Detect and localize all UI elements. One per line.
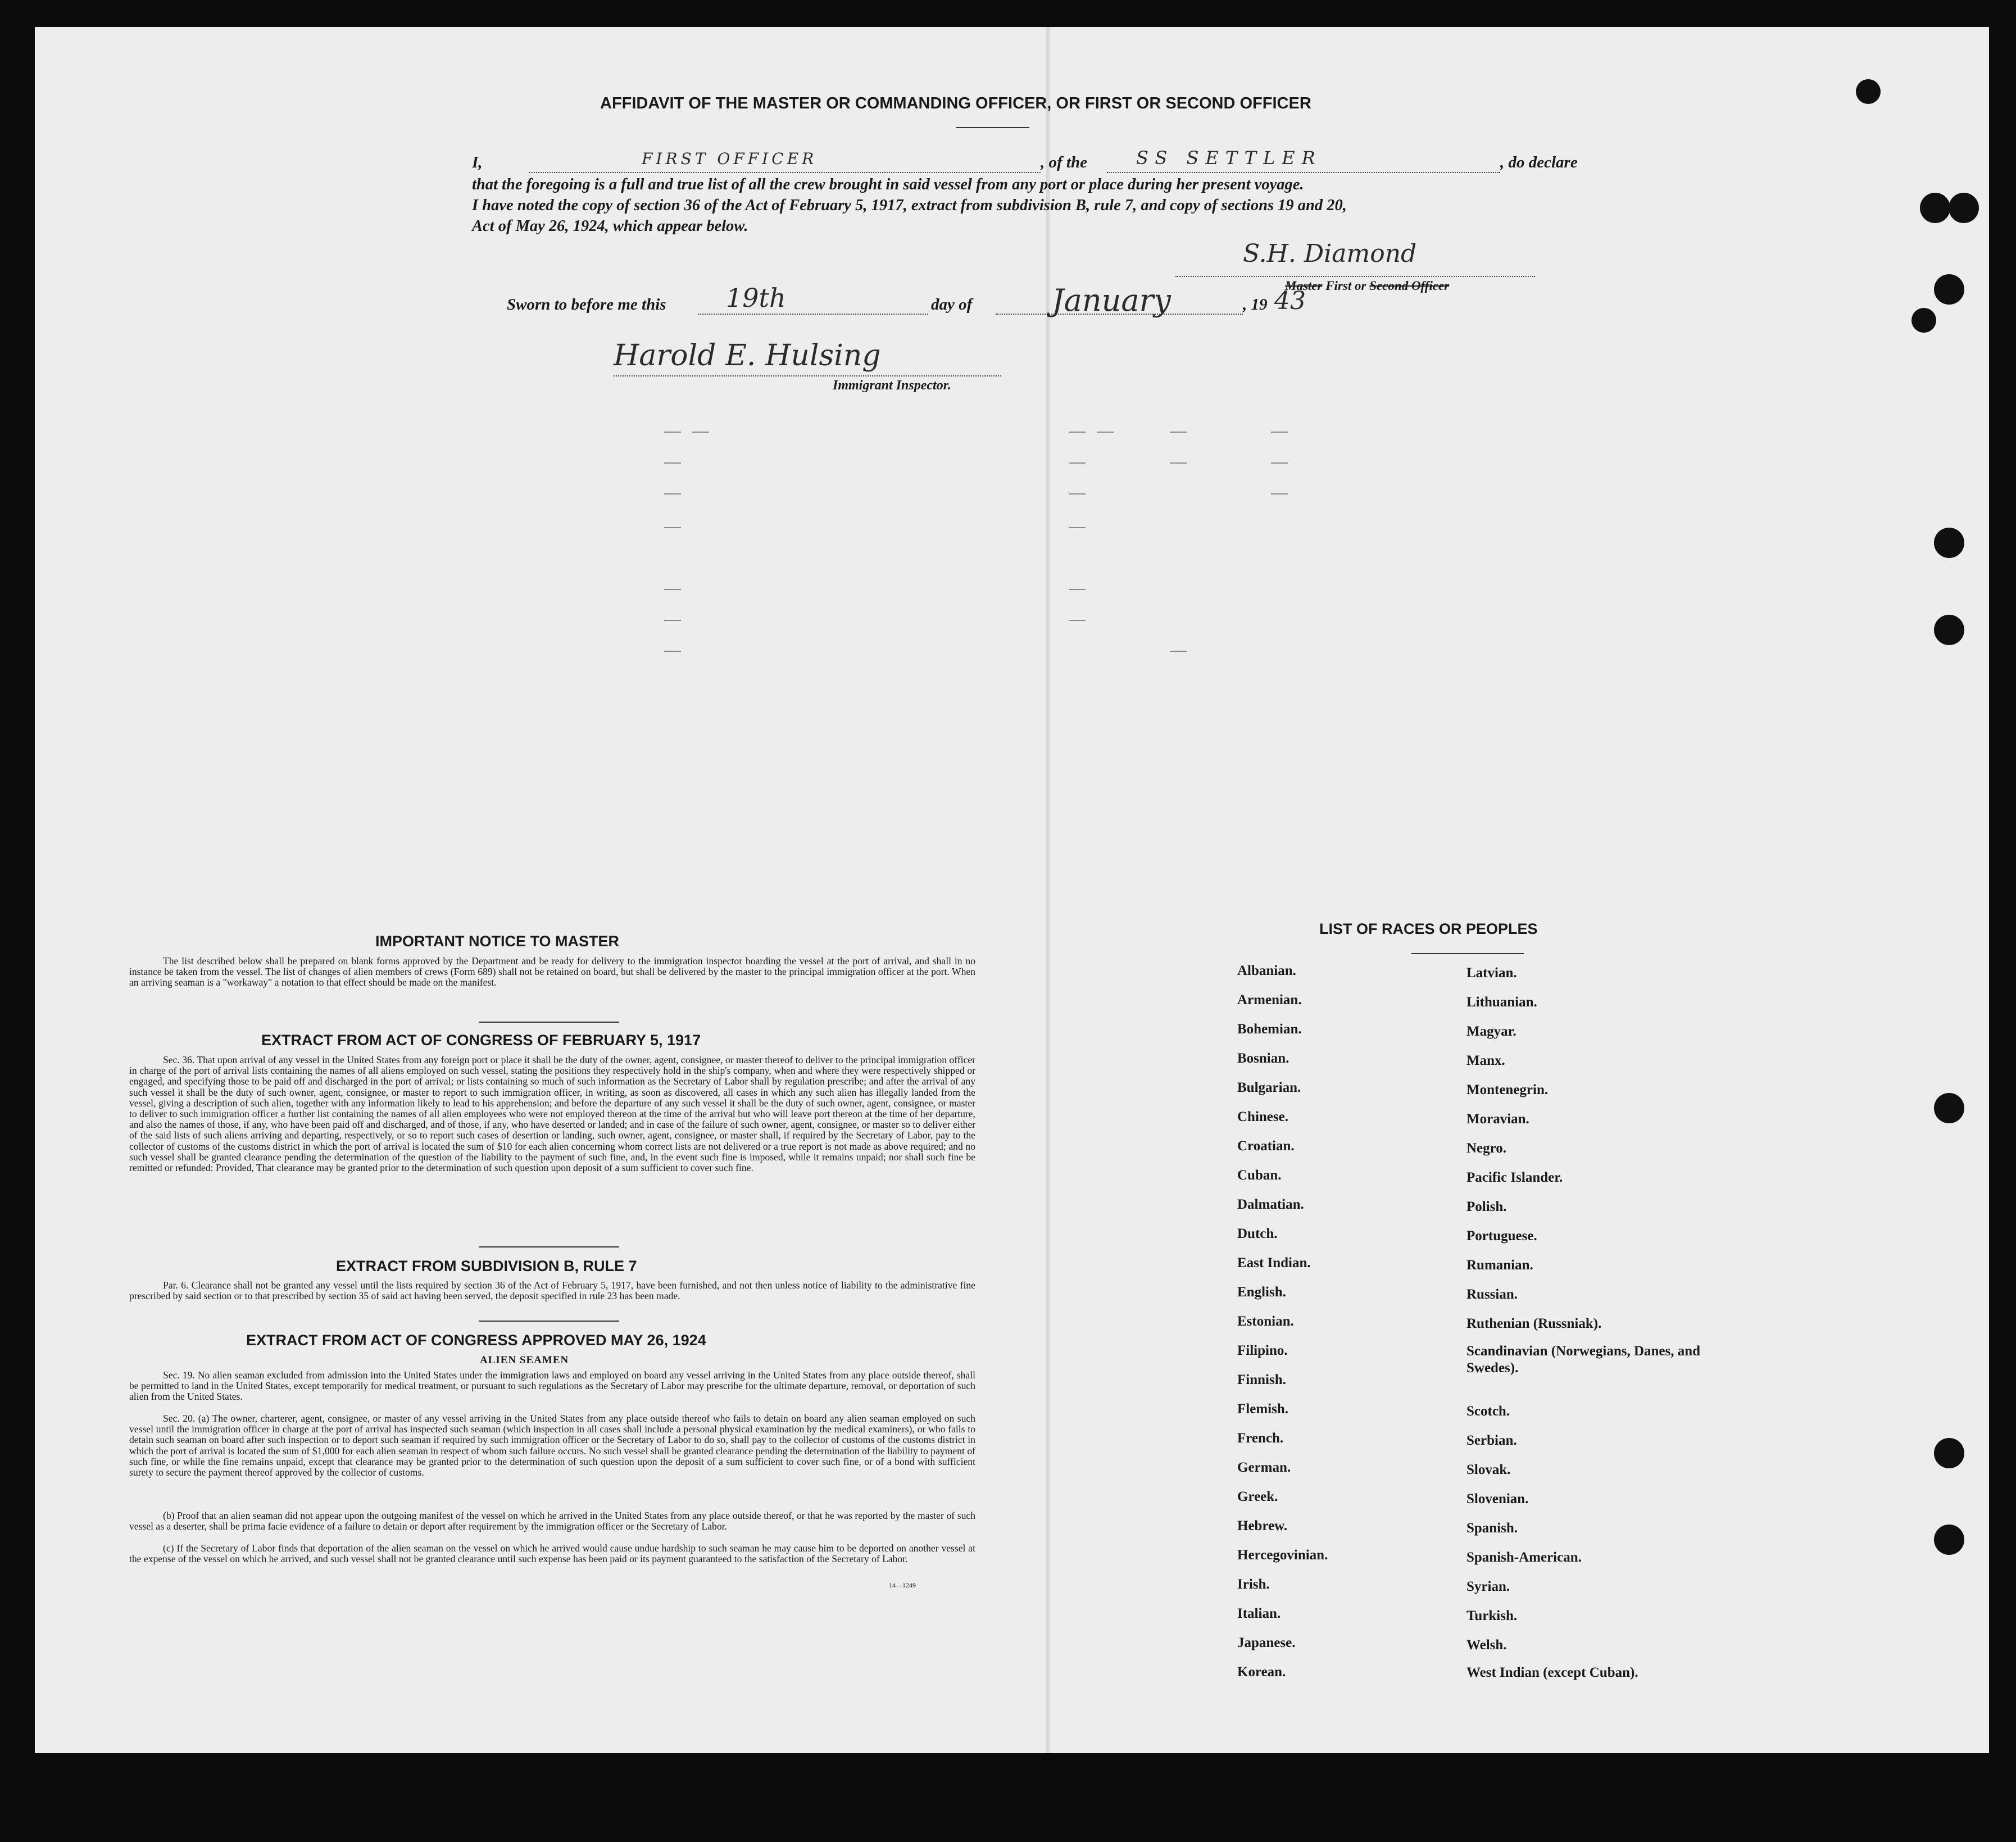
master-signature: S.H. Diamond bbox=[1243, 239, 1417, 268]
bleed-mark bbox=[1069, 462, 1086, 464]
race-item: Greek. bbox=[1237, 1489, 1278, 1504]
bleed-mark bbox=[664, 589, 681, 590]
year-prefix: , 19 bbox=[1243, 296, 1268, 314]
inspector-label: Immigrant Inspector. bbox=[833, 378, 951, 393]
binder-hole bbox=[1920, 193, 1950, 223]
race-item: Slovenian. bbox=[1466, 1491, 1529, 1507]
day-line bbox=[698, 314, 928, 315]
race-item: German. bbox=[1237, 1460, 1291, 1475]
race-item: Syrian. bbox=[1466, 1579, 1510, 1594]
page-fold bbox=[1046, 27, 1050, 1753]
race-item: Turkish. bbox=[1466, 1608, 1518, 1623]
race-item: Scandinavian (Norwegians, Danes, and Swedes). bbox=[1466, 1344, 1701, 1376]
race-item: Moravian. bbox=[1466, 1111, 1529, 1127]
races-left-column bbox=[1237, 956, 1451, 1687]
form-number: 14—1249 bbox=[889, 1581, 916, 1589]
bleed-mark bbox=[1069, 589, 1086, 590]
race-item: Armenian. bbox=[1237, 992, 1302, 1008]
bleed-mark bbox=[1271, 493, 1288, 494]
bleed-mark bbox=[664, 620, 681, 621]
inspector-signature: Harold E. Hulsing bbox=[614, 339, 881, 373]
races-right-column bbox=[1466, 959, 1714, 1718]
rule7-title: EXTRACT FROM SUBDIVISION B, RULE 7 bbox=[336, 1258, 637, 1274]
bleed-mark bbox=[664, 651, 681, 652]
year-handwritten: 43 bbox=[1274, 287, 1306, 315]
race-item: Hebrew. bbox=[1237, 1518, 1288, 1534]
bleed-mark bbox=[1069, 432, 1086, 433]
race-item: Italian. bbox=[1237, 1606, 1281, 1621]
race-item: Russian. bbox=[1466, 1287, 1518, 1302]
bleed-mark bbox=[664, 432, 681, 433]
day-handwritten: 19th bbox=[726, 283, 786, 313]
bleed-mark bbox=[1170, 651, 1187, 652]
binder-hole bbox=[1934, 528, 1964, 558]
race-item: French. bbox=[1237, 1431, 1284, 1446]
race-item: Albanian. bbox=[1237, 963, 1296, 978]
bleed-mark bbox=[664, 493, 681, 494]
race-item: Lithuanian. bbox=[1466, 995, 1537, 1010]
of-the-label: , of the bbox=[1041, 153, 1087, 171]
race-item: Rumanian. bbox=[1466, 1258, 1533, 1273]
race-item: Spanish. bbox=[1466, 1521, 1518, 1536]
notice-body: The list described below shall be prepared on blank forms approved by the Department and be ready for delivery to the immigration inspector boarding the vessel at the port of arrival, and shall in no instance be taken from the vessel. The list of changes of alien members of crews (Form 689) shall not be retained on board, but shall be delivered by the master to the principal immigration officer at the port. When an arriving seaman is a "workaway" a notation to that effect should be made on the manifest. bbox=[129, 955, 975, 988]
first-or-label: First or bbox=[1325, 279, 1366, 293]
binder-hole bbox=[1934, 1438, 1964, 1468]
sec20b-body: (b) Proof that an alien seaman did not appear upon the outgoing manifest of the vessel on which he arrived in the United States from any place outside thereof, or that he was reported by the master of such vessel as a deserter, shall be prima facie evidence of a failure to detain or deport after requirement by the immigration officer or the Secretary of Labor. bbox=[129, 1510, 975, 1532]
bleed-mark bbox=[692, 432, 709, 433]
master-label: Master bbox=[1285, 279, 1323, 293]
race-item: Estonian. bbox=[1237, 1314, 1294, 1329]
race-item: Negro. bbox=[1466, 1141, 1507, 1156]
bleed-mark bbox=[1271, 462, 1288, 464]
rule7-body: Par. 6. Clearance shall not be granted any vessel until the lists required by section 36 of the Act of February 5, 1917, have been furnished, and not then unless notice of liability to the administrative fine prescribed by said section or to that prescribed by section 35 of said act having been served, the deposit specified in rule 23 has been made. bbox=[129, 1280, 975, 1302]
bleed-mark bbox=[1069, 527, 1086, 528]
do-declare-label: , do declare bbox=[1500, 153, 1578, 171]
bleed-mark bbox=[1170, 432, 1187, 433]
extract-1917-title: EXTRACT FROM ACT OF CONGRESS OF FEBRUARY 5, 1917 bbox=[261, 1032, 701, 1049]
race-item: Bohemian. bbox=[1237, 1022, 1302, 1037]
second-officer-label: Second Officer bbox=[1369, 279, 1450, 293]
race-item: Manx. bbox=[1466, 1053, 1505, 1068]
race-item: Japanese. bbox=[1237, 1635, 1296, 1650]
race-item: Slovak. bbox=[1466, 1462, 1511, 1477]
master-signature-line bbox=[1175, 276, 1535, 277]
officer-line bbox=[529, 172, 1041, 173]
race-item: Cuban. bbox=[1237, 1168, 1282, 1183]
notice-divider bbox=[479, 1022, 619, 1023]
race-item: Bulgarian. bbox=[1237, 1080, 1301, 1095]
document-page bbox=[35, 27, 1989, 1753]
sec20c-body: (c) If the Secretary of Labor finds that deportation of the alien seaman on the vessel on which he arrived would cause undue hardship to such seaman he may cause him to be deported on another vessel at the expense of the vessel on which he arrived, and such vessel shall not be granted clearance until such expense has been paid or its payment guaranteed to the satisfaction of the Secretary of Labor. bbox=[129, 1542, 975, 1565]
race-item: Finnish. bbox=[1237, 1372, 1286, 1387]
binder-hole bbox=[1934, 274, 1964, 305]
races-title: LIST OF RACES OR PEOPLES bbox=[1319, 920, 1538, 937]
race-item: East Indian. bbox=[1237, 1255, 1311, 1271]
vessel-line bbox=[1107, 172, 1500, 173]
inspector-line bbox=[614, 375, 1001, 376]
race-item: Serbian. bbox=[1466, 1433, 1517, 1448]
race-item: Croatian. bbox=[1237, 1138, 1295, 1154]
race-item: Magyar. bbox=[1466, 1024, 1516, 1039]
affidavit-line-2: that the foregoing is a full and true list of all the crew brought in said vessel from any port or place during her present voyage. bbox=[472, 176, 1304, 193]
rule7-divider bbox=[479, 1321, 619, 1322]
race-item: Korean. bbox=[1237, 1664, 1286, 1680]
race-item: Irish. bbox=[1237, 1577, 1270, 1592]
binder-hole bbox=[1911, 308, 1936, 333]
bleed-mark bbox=[1097, 432, 1114, 433]
binder-hole bbox=[1934, 1093, 1964, 1123]
race-item: Chinese. bbox=[1237, 1109, 1288, 1124]
bleed-mark bbox=[1271, 432, 1288, 433]
race-item: Dalmatian. bbox=[1237, 1197, 1304, 1212]
month-handwritten: January bbox=[1052, 283, 1171, 318]
race-item: Portuguese. bbox=[1466, 1228, 1537, 1244]
day-of-label: day of bbox=[931, 296, 973, 314]
race-item: Hercegovinian. bbox=[1237, 1548, 1328, 1563]
affidavit-line-3: I have noted the copy of section 36 of the Act of February 5, 1917, extract from subdivision B, rule 7, and copy of sections 19 and 20, bbox=[472, 197, 1347, 214]
i-label: I, bbox=[472, 153, 483, 171]
race-item: Pacific Islander. bbox=[1466, 1170, 1563, 1185]
extract-1924-title: EXTRACT FROM ACT OF CONGRESS APPROVED MAY 26, 1924 bbox=[246, 1332, 706, 1349]
officer-title-line bbox=[1285, 279, 1449, 293]
sworn-label: Sworn to before me this bbox=[507, 296, 666, 314]
races-divider bbox=[1411, 953, 1524, 954]
alien-seamen-subtitle: ALIEN SEAMEN bbox=[480, 1354, 569, 1366]
bleed-mark bbox=[1069, 493, 1086, 494]
race-item: Montenegrin. bbox=[1466, 1082, 1549, 1097]
binder-hole bbox=[1934, 1525, 1964, 1555]
race-item: Flemish. bbox=[1237, 1401, 1288, 1417]
race-item: Filipino. bbox=[1237, 1343, 1288, 1358]
bleed-mark bbox=[664, 462, 681, 464]
race-item: Dutch. bbox=[1237, 1226, 1278, 1241]
affidavit-line-4: Act of May 26, 1924, which appear below. bbox=[472, 217, 748, 235]
race-item: Polish. bbox=[1466, 1199, 1507, 1214]
race-item: Spanish-American. bbox=[1466, 1550, 1582, 1565]
title-divider bbox=[956, 127, 1029, 128]
affidavit-title: AFFIDAVIT OF THE MASTER OR COMMANDING OFFICER, OR FIRST OR SECOND OFFICER bbox=[600, 94, 1311, 112]
notice-title: IMPORTANT NOTICE TO MASTER bbox=[375, 933, 619, 950]
sec19-body: Sec. 19. No alien seaman excluded from admission into the United States under the immigration laws and employed on board any vessel arriving in the United States from any place outside thereof, shall be permitted to land in the United States, except temporarily for medical treatment, or pursuant to such regulations as the Secretary of Labor may prescribe for the ultimate departure, removal, or deportation of such alien from the United States. bbox=[129, 1369, 975, 1403]
bleed-mark bbox=[1069, 620, 1086, 621]
binder-hole bbox=[1949, 193, 1979, 223]
race-item: Latvian. bbox=[1466, 965, 1517, 981]
binder-hole bbox=[1856, 79, 1881, 104]
vessel-handwritten: SS SETTLER bbox=[1136, 147, 1322, 169]
sec20a-body: Sec. 20. (a) The owner, charterer, agent, consignee, or master of any vessel arriving in the United States from any place outside thereof who fails to detain on board any alien seaman employed on such vessel until the immigration officer in charge at the port of arrival has inspected such seaman (which inspection in all cases shall include a personal physical examination by the medical examiners), or who fails to detain such seaman on board after such inspection or to deport such seaman if required by such immigration officer or the Secretary of Labor to do so, shall pay to the collector of customs of the customs district in which the port of arrival is located the sum of $1,000 for each alien seaman in respect of whom such failure occurs. No such vessel shall be granted clearance pending the determination of the liability to payment of such fine, or while the fine remains unpaid, except that clearance may be granted prior to the determination of such question upon the deposit of a sum sufficient to cover such fine, or of a bond with sufficient surety to secure the payment thereof approved by the collector of customs. bbox=[129, 1413, 975, 1478]
race-item: West Indian (except Cuban). bbox=[1466, 1665, 1638, 1680]
officer-handwritten: FIRST OFFICER bbox=[642, 149, 818, 168]
race-item: Scotch. bbox=[1466, 1404, 1510, 1419]
extract-1917-body: Sec. 36. That upon arrival of any vessel in the United States from any foreign port or place it shall be the duty of the owner, agent, consignee, or master thereof to deliver to the principal immigration officer in charge of the port of arrival lists containing the names of all aliens employed on such vessel, stating the positions they respectively hold in the ship's company, when and where they were respectively shipped or engaged, and specifying those to be paid off and discharged in the port of arrival; or lists containing so much of such information as the Secretary of Labor shall by regulation prescribe; and after the arrival of any such vessel it shall be the duty of such owner, agent, consignee, or master to report to such immigration officer, in writing, as soon as discovered, all cases in which any such alien has illegally landed from the vessel, giving a description of such alien, together with any information likely to lead to his apprehension; and before the departure of any such vessel it shall be the duty of such owner, agent, consignee, or master to deliver to such immigration officer a further list containing the names of all alien employees who were not employed thereon at the time of the arrival but who will leave port thereon at the time of her departure, and also the names of those, if any, who have been paid off and discharged, and of those, if any, who have deserted or landed; and in case of the failure of such owner, agent, consignee, or master so to deliver either of the said lists of such aliens arriving and departing, respectively, or so to report such cases of desertion or landing, such owner, agent, consignee, or master shall, if required by the Secretary of Labor, pay to the collector of customs of the customs district in which the port of arrival is located the sum of $10 for each alien concerning whom correct lists are not delivered or a true report is not made as above required; and no such vessel shall be granted clearance pending the determination of the question of the liability to the payment of such fine, and, in the event such fine is imposed, while it remains unpaid; nor shall such fine be remitted or refunded: Provided, That clearance may be granted prior to the determination of such question upon deposit of a sum sufficient to cover such fine. bbox=[129, 1054, 975, 1174]
binder-hole bbox=[1934, 615, 1964, 645]
race-item: Welsh. bbox=[1466, 1637, 1507, 1653]
race-item: Bosnian. bbox=[1237, 1051, 1289, 1066]
race-item: English. bbox=[1237, 1285, 1286, 1300]
extract-1917-divider bbox=[479, 1246, 619, 1247]
bleed-mark bbox=[1170, 462, 1187, 464]
bleed-mark bbox=[664, 527, 681, 528]
race-item: Ruthenian (Russniak). bbox=[1466, 1316, 1602, 1331]
